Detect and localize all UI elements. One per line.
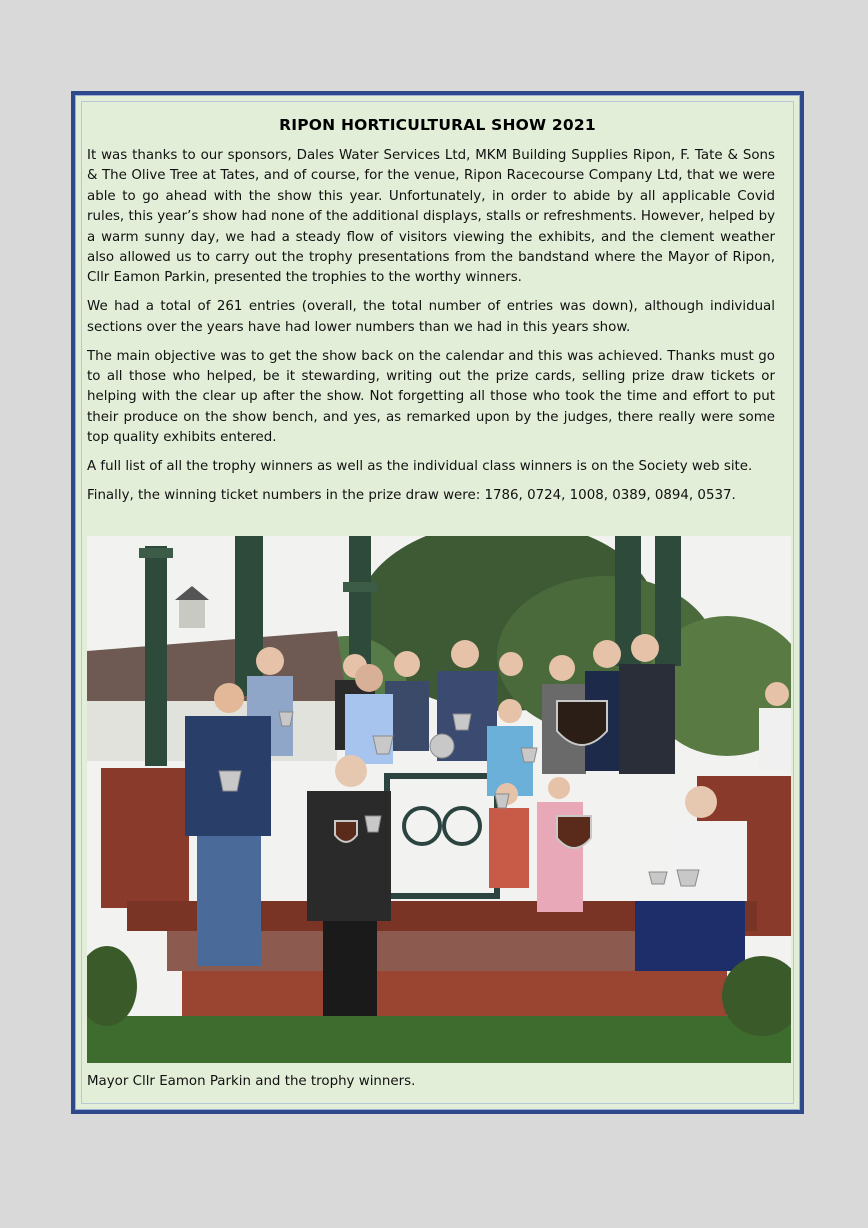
photo-pillar-capital-3 <box>343 582 377 592</box>
paragraph-entries: We had a total of 261 entries (overall, the total number of entries was down), although individual sections over the years have had lower numbers than we had in this years show. <box>87 299 775 335</box>
paragraph-thanks: The main objective was to get the show back on the calendar and this was achieved. Thanks must go to all those who helped, be it stewarding, writing out the prize cards, selling prize draw tickets or helping with the clear up after the show. Not forgetting all those who took the time and effort to put their produce on the show bench, and yes, as remarked upon by the judges, there really were some top quality exhibits entered. <box>87 348 775 446</box>
photo-caption: Mayor Cllr Eamon Parkin and the trophy winners. <box>87 1074 416 1089</box>
photo-brick-wall-left <box>101 768 189 908</box>
photo-step-bottom <box>182 971 727 1021</box>
photo-pillar-2 <box>235 536 263 696</box>
article-frame <box>71 91 804 1114</box>
paragraph-website: A full list of all the trophy winners as well as the individual class winners is on the Society web site. <box>87 459 753 475</box>
paragraph-prize-draw: Finally, the winning ticket numbers in the prize draw were: 1786, 0724, 1008, 0389, 0894, 0537. <box>87 488 736 504</box>
photo-pillar-capital-1 <box>139 548 173 558</box>
photo-pillar-1 <box>145 546 167 766</box>
article-body <box>87 146 775 515</box>
trophy-winners-photo <box>87 536 791 1063</box>
photo-grass <box>87 1016 791 1063</box>
article-title: RIPON HORTICULTURAL SHOW 2021 <box>279 116 596 134</box>
paragraph-sponsors: It was thanks to our sponsors, Dales Water Services Ltd, MKM Building Supplies Ripon, F. Tate & Sons & The Olive Tree at Tates, and of course, for the venue, Ripon Racecourse Company Ltd, that we were able to go ahead with the show this year. Unfortunately, in order to abide by all applicable Covid rules, this year’s show had none of the additional displays, stalls or refreshments. However, helped by a warm sunny day, we had a steady flow of visitors viewing the exhibits, and the clement weather also allowed us to carry out the trophy presentations from the bandstand where the Mayor of Ripon, Cllr Eamon Parkin, presented the trophies to the worthy winners. <box>87 148 775 286</box>
photo-pillar-3 <box>349 536 371 666</box>
article-inner-border <box>81 101 794 1104</box>
photo-cupola <box>179 598 205 628</box>
photo-illustration <box>87 536 791 1063</box>
